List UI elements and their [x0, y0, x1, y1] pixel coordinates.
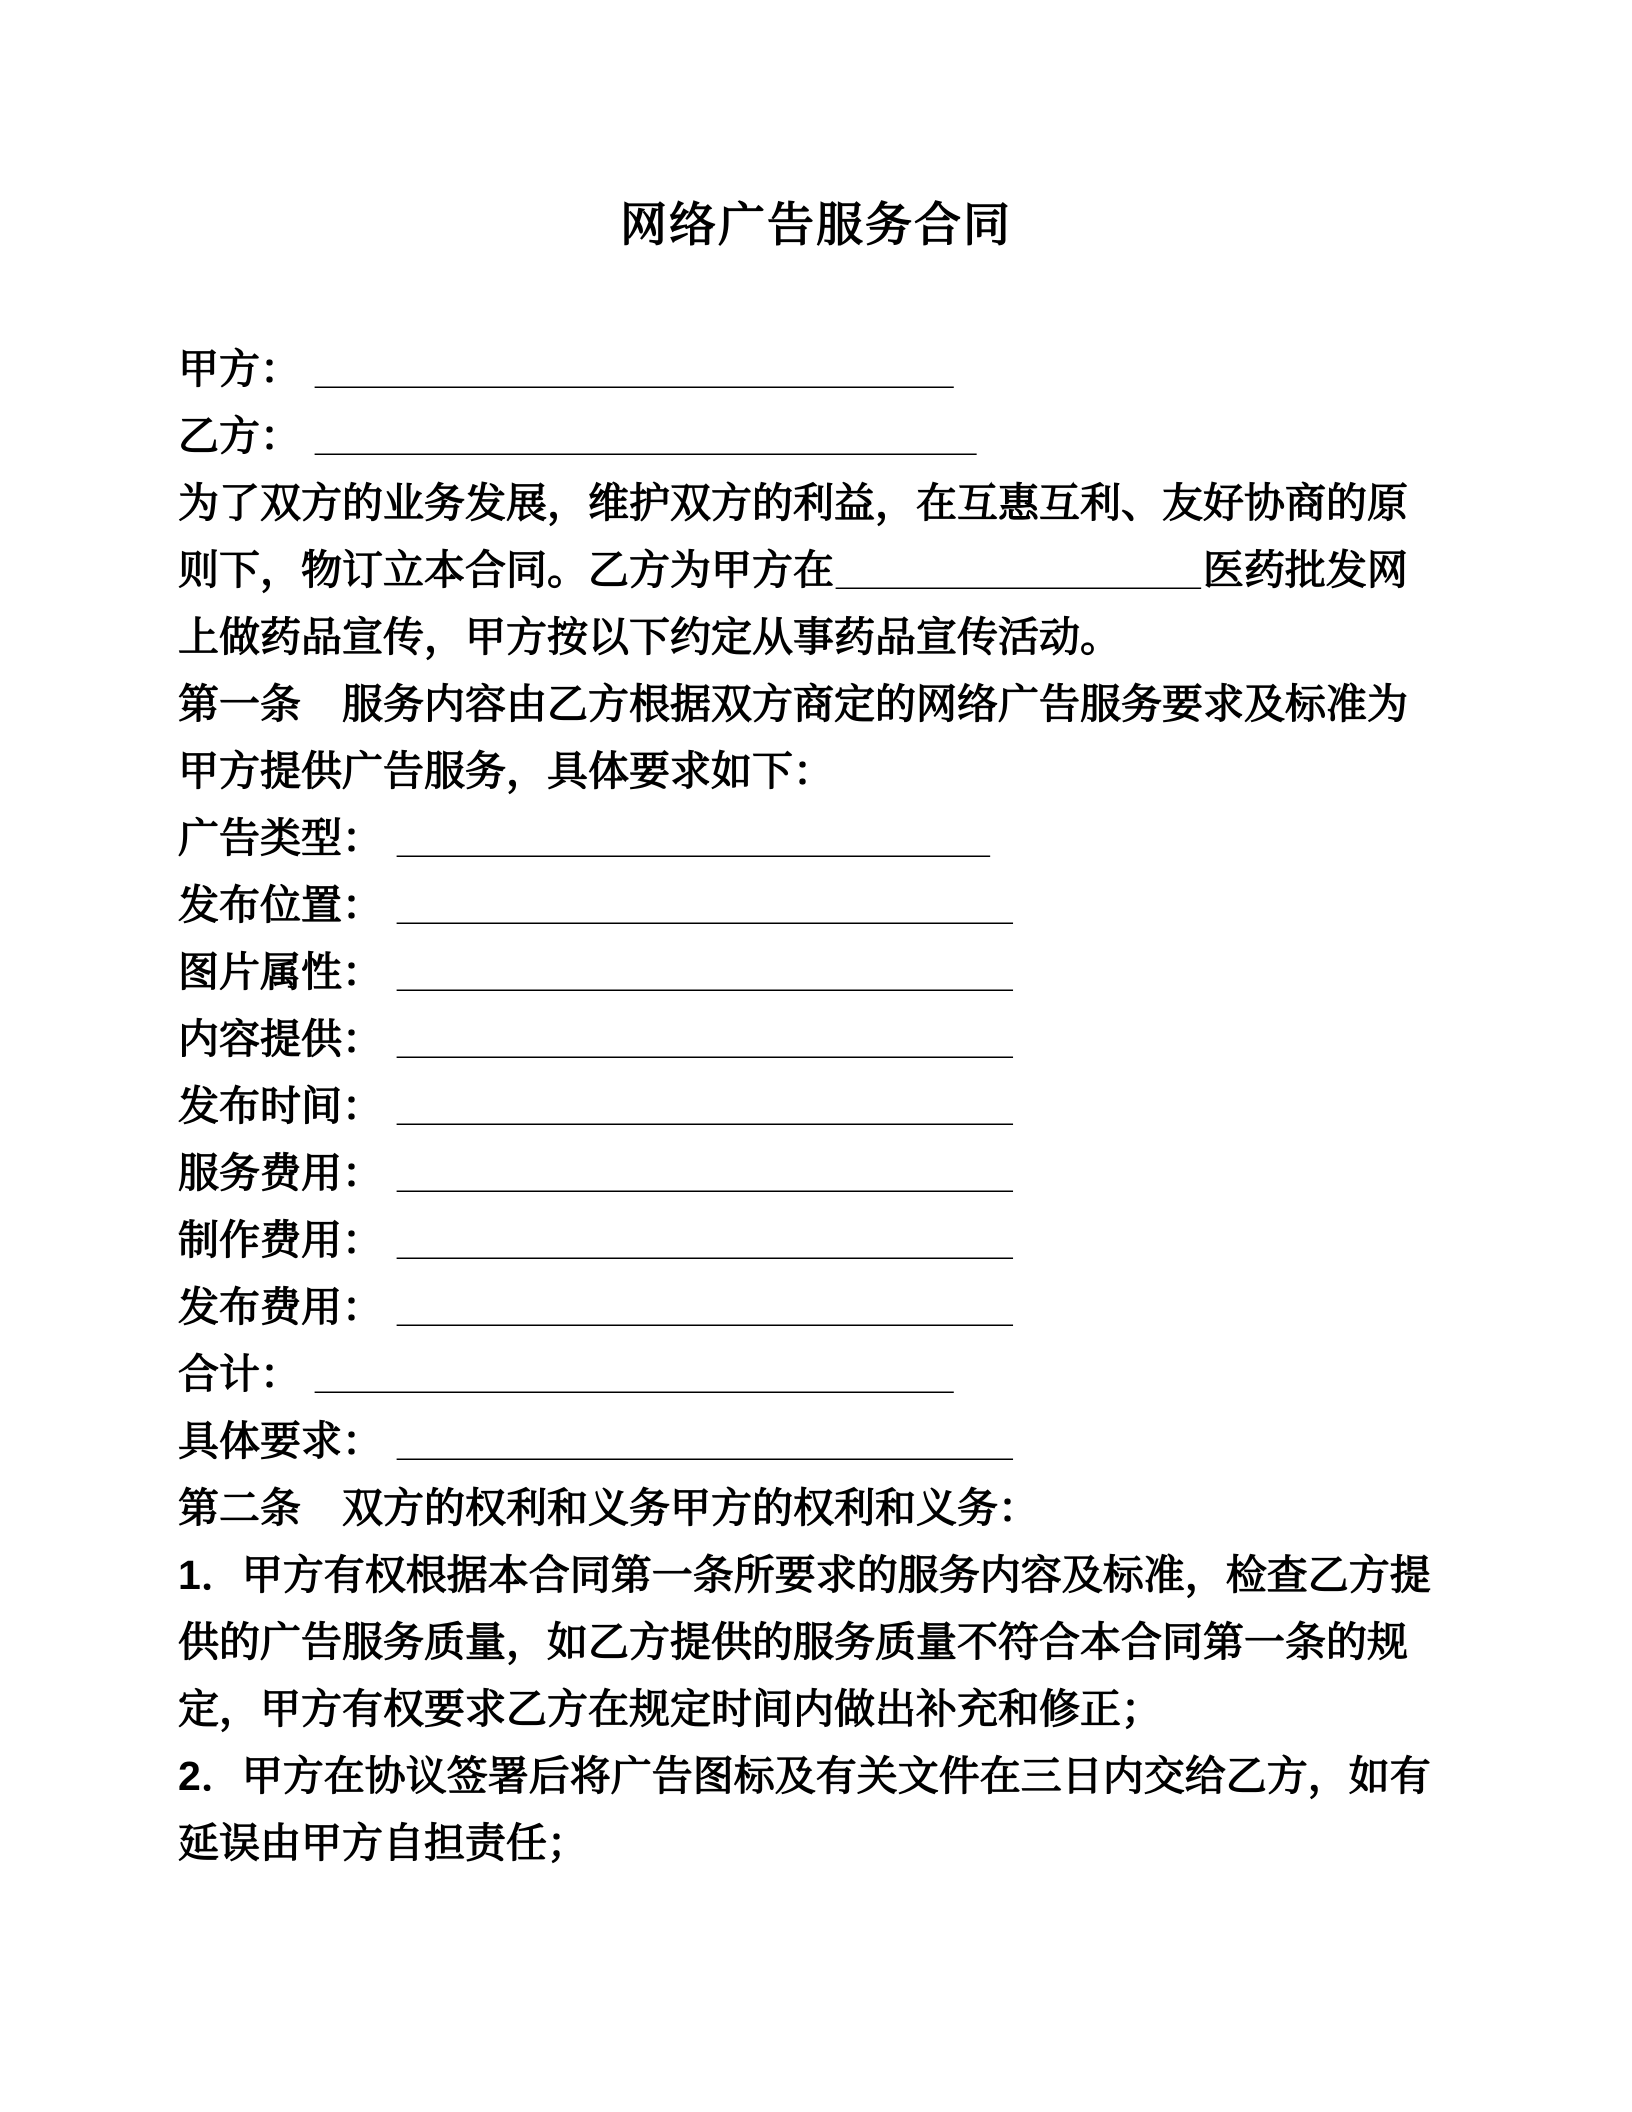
party-b-line	[178, 403, 1368, 470]
field-blank-publish-time[interactable]: ___________________________	[397, 1083, 1013, 1129]
party-a-label: 甲方：	[178, 346, 301, 392]
field-blank-production-fee[interactable]: ___________________________	[397, 1217, 1013, 1263]
field-label-ad-type: 广告类型：	[178, 815, 383, 861]
field-blank-service-fee[interactable]: ___________________________	[397, 1150, 1013, 1196]
field-row-production-fee	[178, 1207, 1368, 1274]
field-label-publish-time: 发布时间：	[178, 1083, 383, 1129]
intro-paragraph-line-1: 为了双方的业务发展，维护双方的利益，在互惠互利、友好协商的原	[178, 480, 1408, 526]
field-blank-publish-fee[interactable]: ___________________________	[397, 1284, 1013, 1330]
field-label-service-fee: 服务费用：	[178, 1150, 383, 1196]
document-title: 网络广告服务合同	[620, 198, 1012, 251]
party-b-label: 乙方：	[178, 413, 301, 459]
article-2-heading: 第二条 双方的权利和义务甲方的权利和义务：	[178, 1485, 1039, 1531]
field-blank-ad-type[interactable]: __________________________	[397, 815, 990, 861]
field-label-specific-requirements: 具体要求：	[178, 1418, 383, 1464]
article-1-heading-line-2: 甲方提供广告服务，具体要求如下：	[178, 748, 834, 794]
party-a-blank-field[interactable]: ____________________________	[315, 346, 954, 392]
field-label-publish-fee: 发布费用：	[178, 1284, 383, 1330]
field-label-image-attribute: 图片属性：	[178, 949, 383, 995]
field-row-image-attribute	[178, 939, 1368, 1006]
intro-paragraph-line-2	[178, 537, 1408, 604]
field-label-total: 合计：	[178, 1351, 301, 1397]
intro-line2-text-pre: 则下，物订立本合同。乙方为甲方在	[178, 547, 834, 593]
field-blank-total[interactable]: ____________________________	[315, 1351, 954, 1397]
article-2-item-1-line-3: 定，甲方有权要求乙方在规定时间内做出补充和修正；	[178, 1686, 1162, 1732]
intro-paragraph-line-3: 上做药品宣传，甲方按以下约定从事药品宣传活动。	[178, 614, 1121, 660]
intro-line2-text-post: 医药批发网	[1202, 547, 1408, 593]
field-label-content-provider: 内容提供：	[178, 1016, 383, 1062]
document-body	[178, 336, 1431, 1877]
field-row-total	[178, 1341, 1368, 1408]
field-row-specific-requirements	[178, 1408, 1368, 1475]
article-2-item-1-line-2: 供的广告服务质量，如乙方提供的服务质量不符合本合同第一条的规	[178, 1619, 1408, 1665]
field-row-publish-position	[178, 872, 1368, 939]
field-row-service-fee	[178, 1140, 1368, 1207]
field-row-content-provider	[178, 1006, 1368, 1073]
party-b-blank-field[interactable]: _____________________________	[315, 413, 977, 459]
article-2-item-1-line-1: 1．甲方有权根据本合同第一条所要求的服务内容及标准，检查乙方提	[178, 1552, 1431, 1598]
field-blank-content-provider[interactable]: ___________________________	[397, 1016, 1013, 1062]
field-blank-specific-requirements[interactable]: ___________________________	[397, 1418, 1013, 1464]
field-blank-image-attribute[interactable]: ___________________________	[397, 949, 1013, 995]
article-2-item-2-line-2: 延误由甲方自担责任；	[178, 1820, 588, 1866]
field-label-publish-position: 发布位置：	[178, 882, 383, 928]
field-label-production-fee: 制作费用：	[178, 1217, 383, 1263]
website-name-blank-field[interactable]: ________________	[836, 547, 1201, 593]
field-row-ad-type	[178, 805, 1368, 872]
article-1-heading-line-1: 第一条 服务内容由乙方根据双方商定的网络广告服务要求及标准为	[178, 681, 1408, 727]
field-row-publish-fee	[178, 1274, 1368, 1341]
field-row-publish-time	[178, 1073, 1368, 1140]
article-2-item-2-line-1: 2．甲方在协议签署后将广告图标及有关文件在三日内交给乙方，如有	[178, 1753, 1431, 1799]
party-a-line	[178, 336, 1368, 403]
field-blank-publish-position[interactable]: ___________________________	[397, 882, 1013, 928]
